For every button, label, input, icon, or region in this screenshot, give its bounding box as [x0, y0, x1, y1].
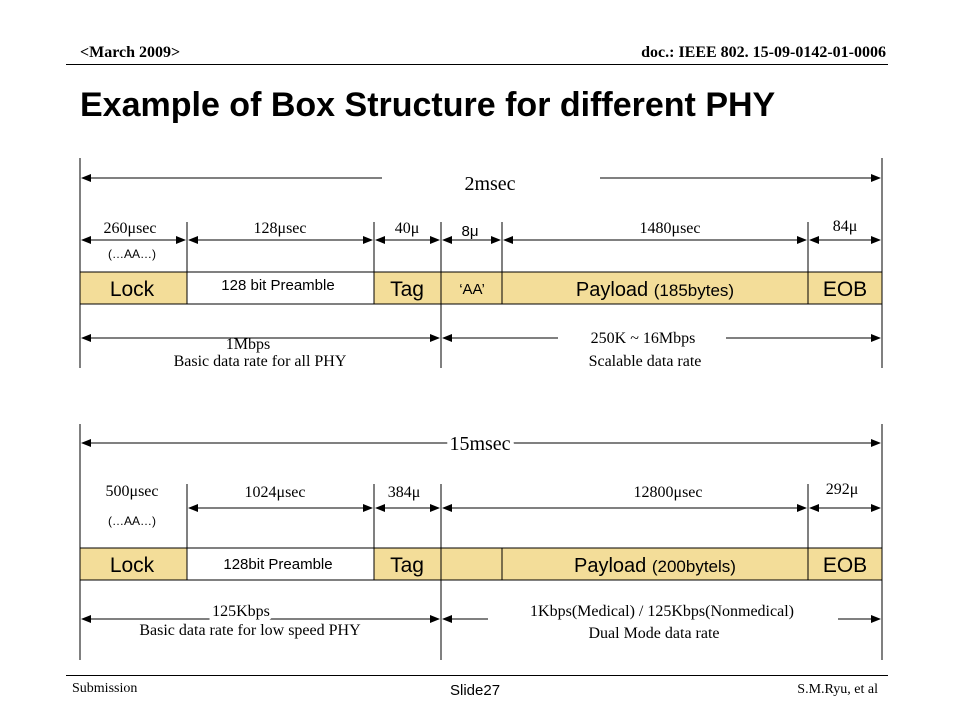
lock-duration-label: 260μsec	[103, 220, 157, 237]
lock-box-label: Lock	[109, 278, 155, 301]
payload-duration-label: 12800μsec	[633, 484, 703, 501]
slide-title: Example of Box Structure for different PHY	[80, 86, 776, 124]
low-speed-rate-value: 125Kbps	[212, 603, 270, 620]
tag-box-label: Tag	[390, 278, 424, 301]
low-speed-rate-desc: Basic data rate for low speed PHY	[139, 622, 361, 639]
dual-mode-rate-value: 1Kbps(Medical) / 125Kbps(Nonmedical)	[530, 603, 794, 620]
preamble-duration-label: 1024μsec	[244, 484, 306, 501]
diagram-15msec-labels	[105, 433, 867, 642]
payload-box-label-main: Payload	[575, 279, 649, 301]
tag-duration-label: 40μ	[394, 220, 420, 237]
dual-mode-rate-desc: Dual Mode data rate	[588, 625, 720, 642]
scalable-rate-desc: Scalable data rate	[588, 353, 702, 370]
footer-authors: S.M.Ryu, et al	[797, 682, 878, 697]
scalable-rate-value: 250K ~ 16Mbps	[590, 330, 696, 347]
preamble-box-label: 128bit Preamble	[223, 556, 333, 573]
payload-box-label	[574, 555, 736, 577]
lock-box-label: Lock	[109, 554, 155, 577]
payload-box-label-size: (185bytes)	[653, 281, 735, 300]
total-duration-label: 15msec	[449, 433, 511, 455]
eob-box-label: EOB	[822, 554, 868, 577]
eob-box-label: EOB	[822, 278, 868, 301]
footer-slide-number: Slide27	[450, 682, 501, 699]
payload-pre-box	[441, 548, 502, 580]
basic-rate-desc: Basic data rate for all PHY	[173, 353, 347, 370]
basic-rate-value: 1Mbps	[225, 336, 271, 353]
payload-duration-label: 1480μsec	[639, 220, 701, 237]
header-date: <March 2009>	[80, 44, 181, 61]
payload-box-label	[576, 279, 734, 301]
lock-sub-label: (…AA…)	[108, 247, 156, 261]
lock-sub-label: (…AA…)	[108, 514, 156, 528]
payload-box-label-main: Payload	[574, 555, 647, 577]
preamble-box-label: 128 bit Preamble	[221, 277, 335, 294]
lock-duration-label: 500μsec	[105, 483, 159, 500]
tag-box-label: Tag	[390, 554, 424, 577]
payload-box-label-size: (200bytels)	[651, 557, 736, 576]
eob-duration-label: 84μ	[832, 218, 858, 235]
footer-rule	[66, 675, 888, 676]
preamble-duration-label: 128μsec	[253, 220, 307, 237]
aa-duration-label: 8μ	[461, 223, 479, 240]
total-duration-label: 2msec	[464, 173, 516, 195]
header-doc-id: doc.: IEEE 802. 15-09-0142-01-0006	[641, 44, 886, 61]
tag-duration-label: 384μ	[387, 484, 421, 501]
footer-submission: Submission	[72, 681, 138, 696]
eob-duration-label: 292μ	[825, 481, 859, 498]
aa-box-label: ‘AA’	[459, 281, 485, 298]
